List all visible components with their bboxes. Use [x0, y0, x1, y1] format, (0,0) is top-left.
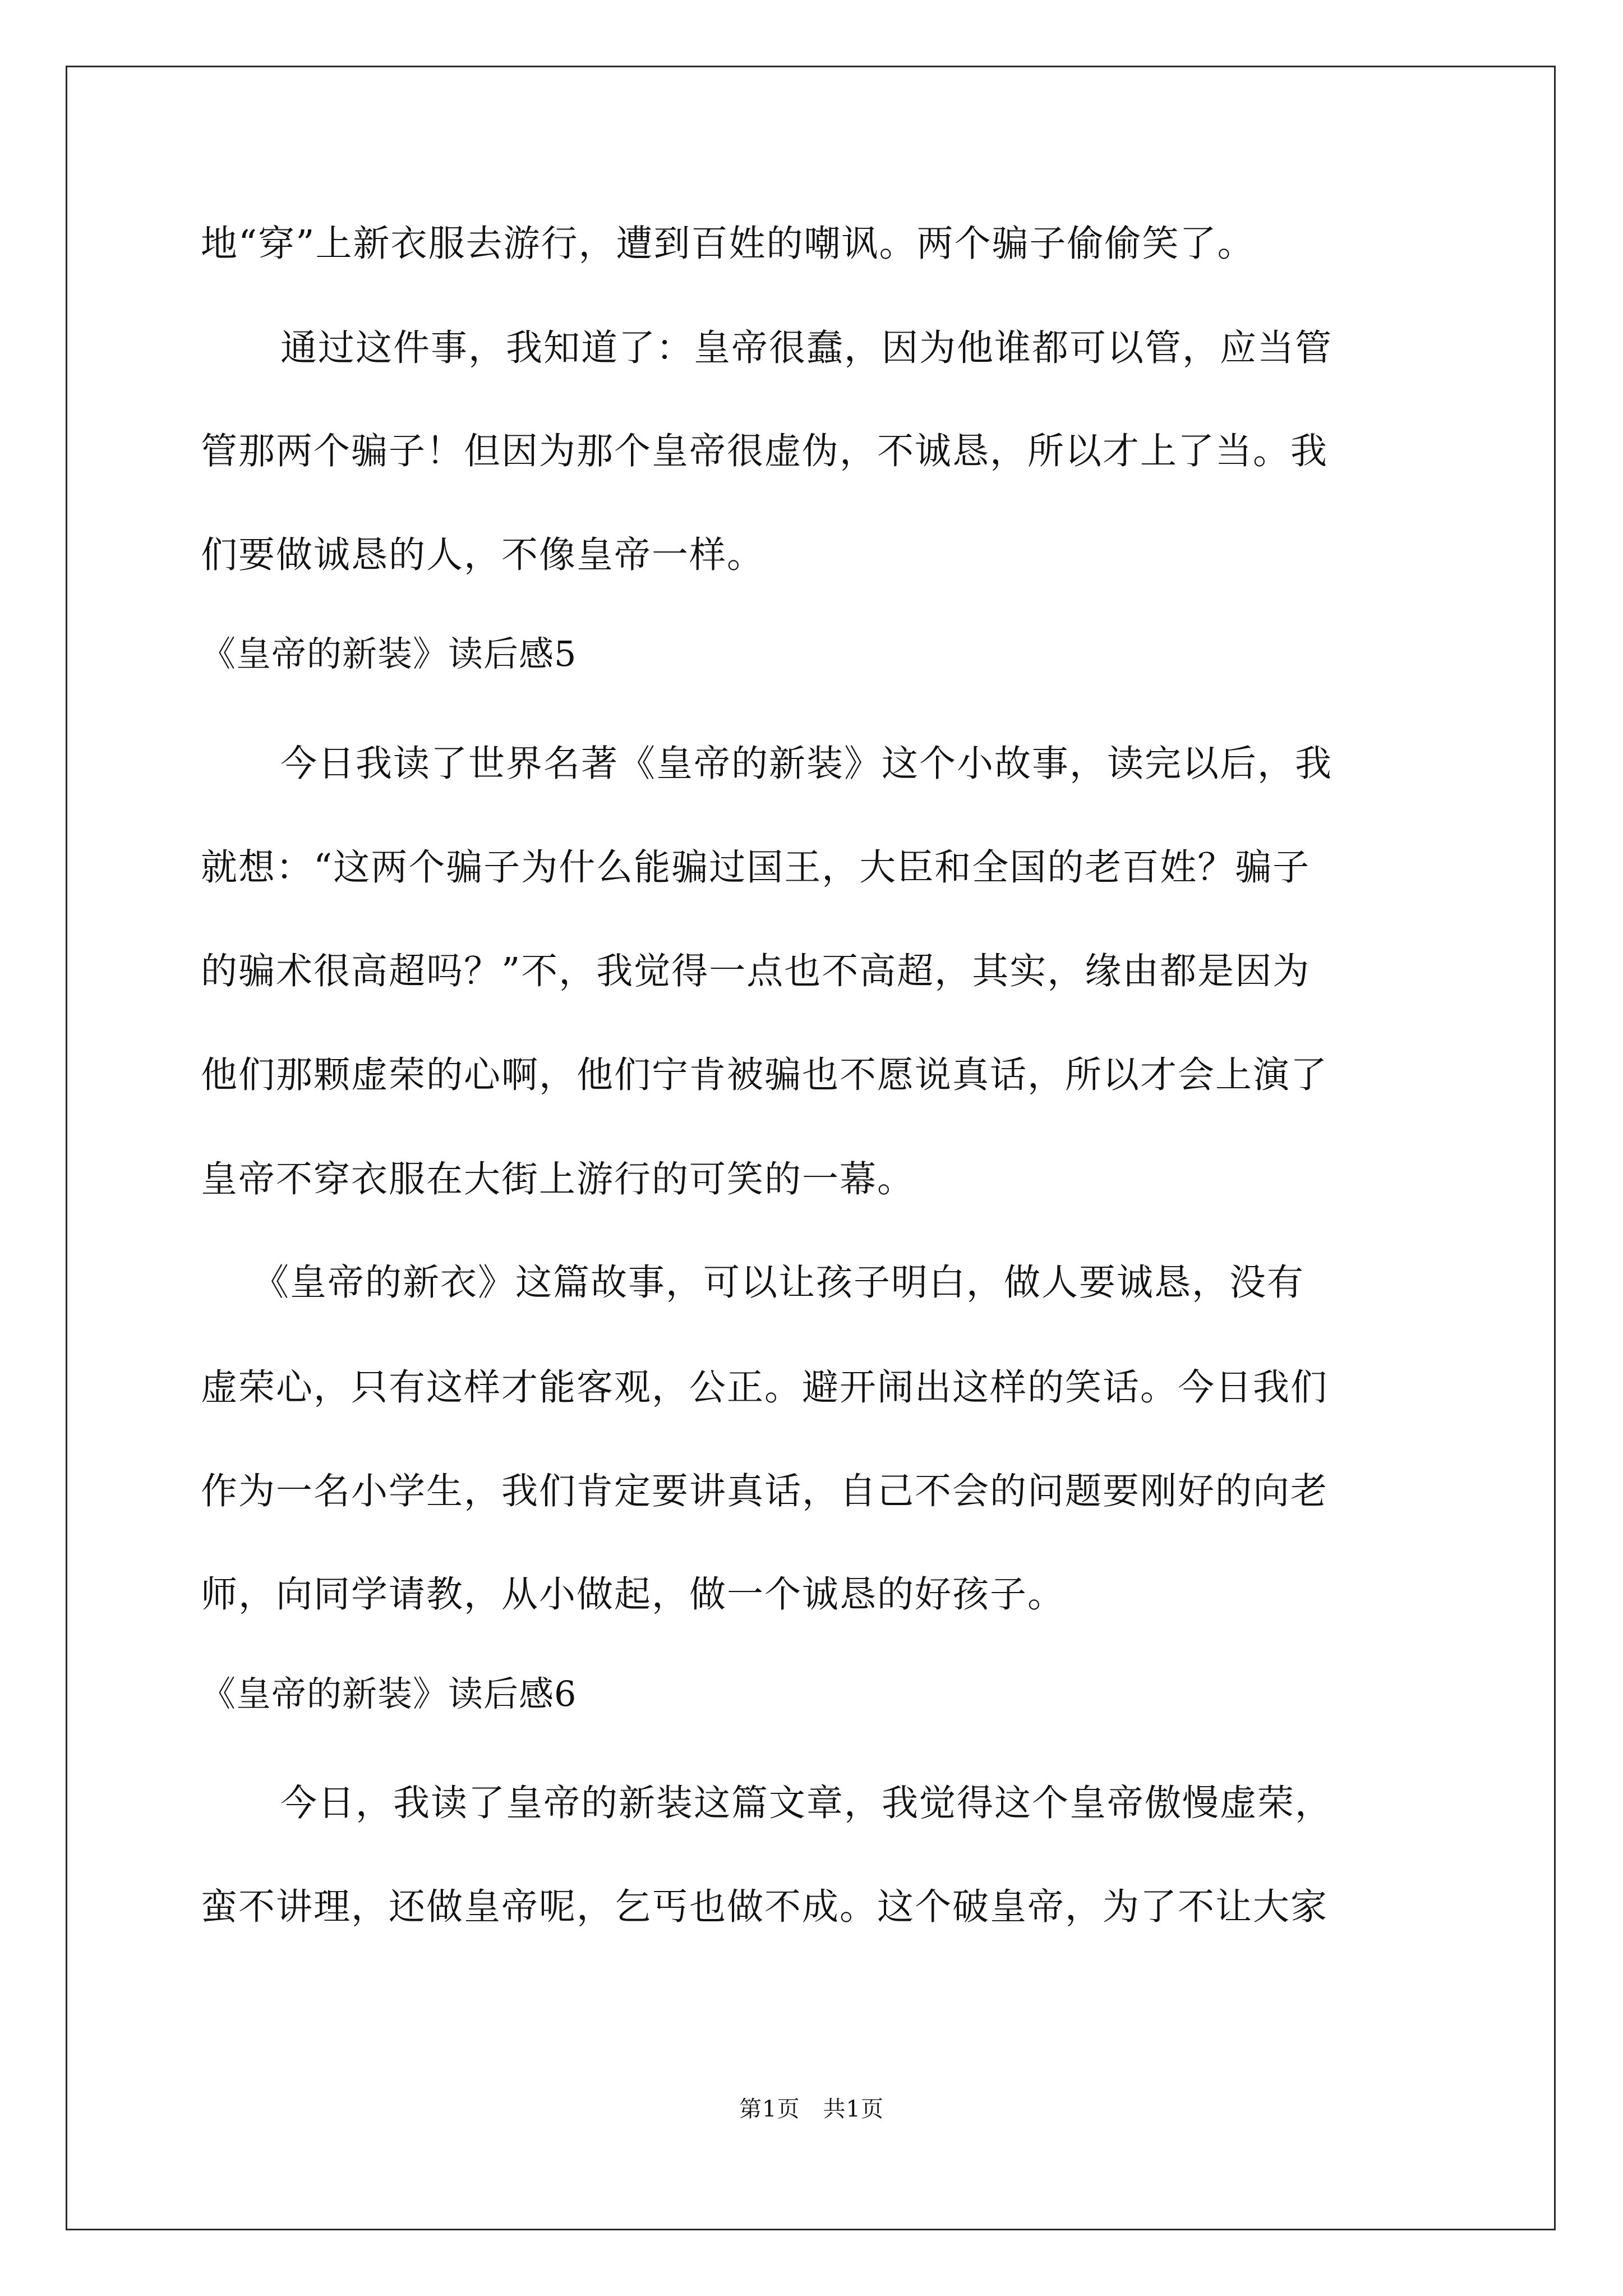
text-line-9: 他们那颗虚荣的心啊，他们宁肯被骗也不愿说真话，所以才会上演了	[201, 1054, 1329, 1096]
text-line-2: 通过这件事，我知道了：皇帝很蠢，因为他谁都可以管，应当管	[280, 327, 1333, 369]
text-line-13: 作为一名小学生，我们肯定要讲真话，自己不会的问题要刚好的向老	[201, 1470, 1329, 1512]
section-heading-5: 《皇帝的新装》读后感5	[201, 633, 577, 674]
text-line-12: 虚荣心，只有这样才能客观，公正。避开闹出这样的笑话。今日我们	[201, 1366, 1329, 1409]
page-footer: 第1页 共1页	[739, 2096, 884, 2122]
text-line-17: 蛮不讲理，还做皇帝呢，乞丐也做不成。这个破皇帝，为了不让大家	[201, 1886, 1329, 1928]
section-heading-6: 《皇帝的新装》读后感6	[201, 1673, 577, 1714]
text-line-11: 《皇帝的新衣》这篇故事，可以让孩子明白，做人要诚恳，没有	[252, 1262, 1305, 1304]
text-line-3: 管那两个骗子！但因为那个皇帝很虚伪，不诚恳，所以才上了当。我	[201, 430, 1329, 472]
text-line-1: 地“穿”上新衣服去游行，遭到百姓的嘲讽。两个骗子偷偷笑了。	[201, 223, 1255, 265]
text-line-8: 的骗术很高超吗？”不，我觉得一点也不高超，其实，缘由都是因为	[201, 950, 1311, 992]
text-line-6: 今日我读了世界名著《皇帝的新装》这个小故事，读完以后，我	[280, 743, 1333, 785]
text-line-16: 今日，我读了皇帝的新装这篇文章，我觉得这个皇帝傲慢虚荣，	[280, 1782, 1333, 1824]
text-line-4: 们要做诚恳的人，不像皇帝一样。	[201, 534, 765, 576]
text-line-7: 就想：“这两个骗子为什么能骗过国王，大臣和全国的老百姓？骗子	[201, 846, 1311, 889]
text-line-14: 师，向同学请教，从小做起，做一个诚恳的好孩子。	[201, 1573, 1066, 1616]
text-line-10: 皇帝不穿衣服在大街上游行的可笑的一幕。	[201, 1158, 915, 1200]
